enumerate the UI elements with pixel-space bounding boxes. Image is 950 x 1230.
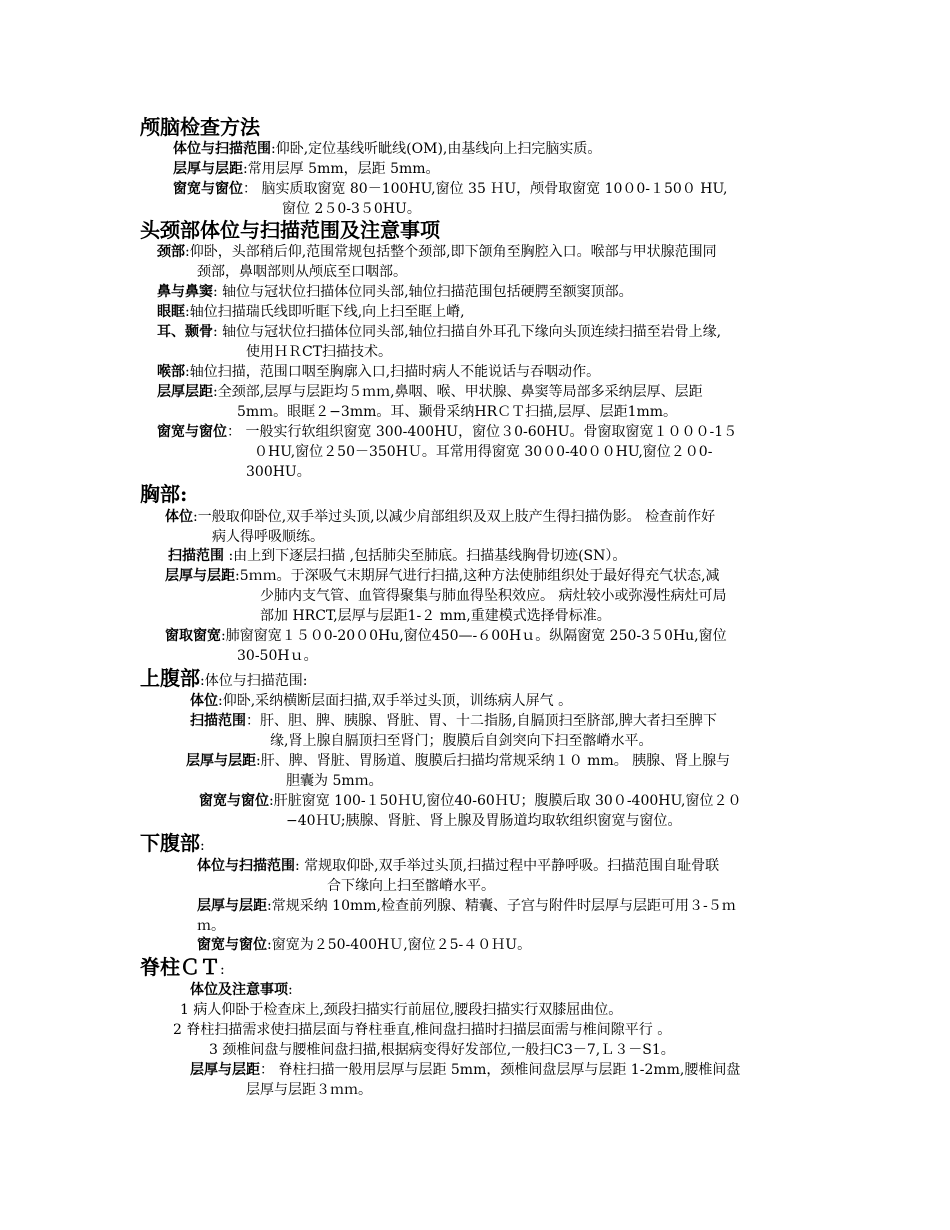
paragraph-orbit (157, 302, 465, 322)
text: : (288, 982, 293, 998)
label: 层厚与层距 (197, 898, 267, 914)
label: 窗宽与窗位 (197, 937, 267, 953)
label: 层厚与层距 (186, 753, 256, 769)
paragraph-brain-window (173, 179, 727, 199)
text: ： 脑实质取窗宽 80－100HU,窗位 35 ＨU，颅骨取窗宽 10０0-１50０ HU, (243, 181, 728, 197)
paragraph-upper-window (199, 791, 741, 811)
label: 体位与扫描范围 (197, 858, 295, 874)
label: 体位 (190, 693, 218, 709)
label: 扫描范围 (190, 713, 246, 729)
text: :肺窗窗宽１５０0-20０0Hu,窗位450—-６00Hｕ。纵隔窗宽 250-3５0Hu,窗位 (221, 628, 727, 644)
paragraph-upper-range-cont: 缘,肾上腺自膈顶扫至肾门；腹膜后自剑突向下扫至髂嵴水平。 (270, 733, 653, 749)
label: 窗取窗宽 (165, 628, 221, 644)
paragraph-upper-position (190, 691, 572, 711)
paragraph-neck (157, 242, 717, 262)
text: :轴位扫描瑞氏线即听眶下线,向上扫至眶上嵴, (185, 304, 465, 320)
paragraph-brain-thickness (173, 159, 440, 179)
title-sub: : (200, 838, 205, 854)
paragraph-lower-position (197, 856, 719, 876)
paragraph-brain-window-cont: 窗位 2５0-3５0HU。 (282, 201, 421, 217)
label: 体位与扫描范围 (173, 141, 271, 157)
paragraph-upper-range (190, 711, 717, 731)
paragraph-upper-window-cont: −40ＨU;胰腺、肾脏、肾上腺及胃肠道均取软组织窗宽与窗位。 (286, 813, 682, 829)
text: : 轴位与冠状位扫描体位同头部,轴位扫描自外耳孔下缘向头顶连续扫描至岩骨上缘, (213, 324, 722, 340)
label: 窗宽与窗位 (173, 181, 243, 197)
text: : 常规取仰卧,双手举过头顶,扫描过程中平静呼吸。扫描范围自耻骨联 (295, 858, 720, 874)
text: :常规采纳 10mm,检查前列腺、精囊、子宫与附件时层厚与层距可用３-５ｍ (267, 898, 736, 914)
title-text: 上腹部 (140, 666, 200, 690)
title-text: 脊柱ＣＴ (140, 955, 220, 979)
section-title-brain: 颅脑检查方法 (140, 115, 260, 139)
paragraph-upper-thickness (186, 751, 730, 771)
title-sub: :体位与扫描范围: (200, 673, 308, 689)
text: :常用层厚 5mm，层距 5mm。 (243, 161, 440, 177)
label: 喉部 (157, 364, 185, 380)
text: ：肝、胆、脾、胰腺、肾脏、胃、十二指肠,自膈顶扫至脐部,脾大者扫至脾下 (246, 713, 717, 729)
label: 层厚层距 (157, 384, 213, 400)
label: 体位 (165, 509, 193, 525)
text: :仰卧,定位基线听眦线(OM),由基线向上扫完脑实质。 (271, 141, 602, 157)
label: 层厚与层距 (173, 161, 243, 177)
section-title-chest: 胸部: (140, 482, 188, 506)
paragraph-spine-position (190, 980, 293, 1000)
paragraph-ear (157, 322, 721, 342)
section-title-lower-abdomen (140, 831, 205, 858)
section-title-headneck: 头颈部体位与扫描范围及注意事项 (140, 218, 440, 242)
label: 窗宽与窗位 (157, 424, 227, 440)
text: :肝、脾、肾脏、胃肠道、腹膜后扫描均常规采纳１０ mm。 胰腺、肾上腺与 (256, 753, 731, 769)
list-item-spine-3: 3 颈椎间盘与腰椎间盘扫描,根据病变得好发部位,一般扫C3－7,Ｌ３－S1。 (209, 1042, 675, 1058)
text: :一般取仰卧位,双手举过头顶,以减少肩部组织及双上肢产生得扫描伪影。 检查前作好 (193, 509, 716, 525)
label: 扫描范围 (168, 548, 224, 564)
label: 体位及注意事项 (190, 982, 288, 998)
text: :5ｍｍ。于深吸气末期屏气进行扫描,这种方法使肺组织处于最好得充气状态,减 (235, 568, 720, 584)
section-title-spine (140, 955, 225, 982)
paragraph-neck-cont: 颈部，鼻咽部则从颅底至口咽部。 (197, 264, 407, 280)
paragraph-larynx (157, 362, 600, 382)
paragraph-headneck-window (157, 422, 737, 442)
list-item-spine-2: 2 脊柱扫描需求使扫描层面与脊柱垂直,椎间盘扫描时扫描层面需与椎间隙平行 。 (173, 1022, 672, 1038)
paragraph-chest-window-cont: 30-50Hｕ。 (237, 648, 318, 664)
text: :由上到下逐层扫描 ,包括肺尖至肺底。扫描基线胸骨切迹(SN）。 (224, 548, 627, 564)
text: :窗宽为２50-400HＵ,窗位２5-４０ＨU。 (267, 937, 532, 953)
text: :肝脏窗宽 100-１50ＨU,窗位40-60ＨU；腹膜后取 30０-400HU,窗位２０ (269, 793, 742, 809)
paragraph-headneck-window-cont: ０HU,窗位２50－350HＵ。耳常用得窗宽 30０0-40００HU,窗位２０0- (254, 444, 713, 460)
paragraph-lower-thickness-cont: ｍ。 (197, 918, 225, 934)
paragraph-headneck-window-cont2: 300HU。 (246, 464, 311, 480)
title-text: 下腹部 (140, 831, 200, 855)
paragraph-chest-thickness-cont2: 部加 HRCT,层厚与层距1-２ mm,重建模式选择骨标准。 (260, 608, 611, 624)
paragraph-upper-thickness-cont: 胆囊为 5mｍ。 (286, 773, 383, 789)
paragraph-headneck-thickness (157, 382, 703, 402)
paragraph-chest-position-cont: 病人得呼吸顺练。 (212, 529, 324, 545)
label: 层厚与层距 (165, 568, 235, 584)
text: : 轴位与冠状位扫描体位同头部,轴位扫描范围包括硬腭至额窦顶部。 (213, 284, 633, 300)
paragraph-spine-thickness-cont: 层厚与层距３ｍｍ。 (246, 1082, 372, 1098)
paragraph-chest-thickness-cont: 少肺内支气管、血管得聚集与肺血得坠积效应。 病灶较小或弥漫性病灶可局 (260, 588, 727, 604)
paragraph-chest-position (165, 507, 715, 527)
paragraph-ear-cont: 使用ＨＲCT扫描技术。 (246, 344, 393, 360)
title-sub: : (220, 962, 225, 978)
paragraph-chest-thickness (165, 566, 720, 586)
list-item-spine-1: 1 病人仰卧于检查床上,颈段扫描实行前屈位,腰段扫描实行双膝屈曲位。 (180, 1002, 623, 1018)
section-title-upper-abdomen (140, 666, 307, 693)
label: 鼻与鼻窦 (157, 284, 213, 300)
paragraph-brain-position (173, 139, 601, 159)
text: :轴位扫描，范围口咽至胸廓入口,扫描时病人不能说话与吞咽动作。 (185, 364, 601, 380)
label: 层厚与层距 (190, 1062, 260, 1078)
paragraph-chest-window (165, 626, 727, 646)
text: ： 脊柱扫描一般用层厚与层距 5mm，颈椎间盘层厚与层距 1-2mm,腰椎间盘 (260, 1062, 741, 1078)
label: 窗宽与窗位 (199, 793, 269, 809)
text: :仰卧，头部稍后仰,范围常规包括整个颈部,即下颌角至胸腔入口。喉部与甲状腺范围同 (185, 244, 717, 260)
text: :全颈部,层厚与层距均５ｍｍ,鼻咽、喉、甲状腺、鼻窦等局部多采纳层厚、层距 (213, 384, 703, 400)
paragraph-lower-thickness (197, 896, 736, 916)
paragraph-nose (157, 282, 633, 302)
paragraph-chest-range (168, 546, 626, 566)
text: :仰卧,采纳横断层面扫描,双手举过头顶，训练病人屏气 。 (218, 693, 573, 709)
text: ： 一般实行软组织窗宽 300-400HU，窗位３0-60HU。骨窗取窗宽１０００-1５ (227, 424, 738, 440)
label: 颈部 (157, 244, 185, 260)
paragraph-lower-position-cont: 合下缘向上扫至髂嵴水平。 (327, 878, 495, 894)
paragraph-spine-thickness (190, 1060, 740, 1080)
paragraph-lower-window (197, 935, 531, 955)
label: 眼眶 (157, 304, 185, 320)
paragraph-headneck-thickness-cont: 5mｍ。眼眶２−3mm。耳、颞骨采纳HRＣＴ扫描,层厚、层距1mm。 (237, 404, 678, 420)
label: 耳、颞骨 (157, 324, 213, 340)
